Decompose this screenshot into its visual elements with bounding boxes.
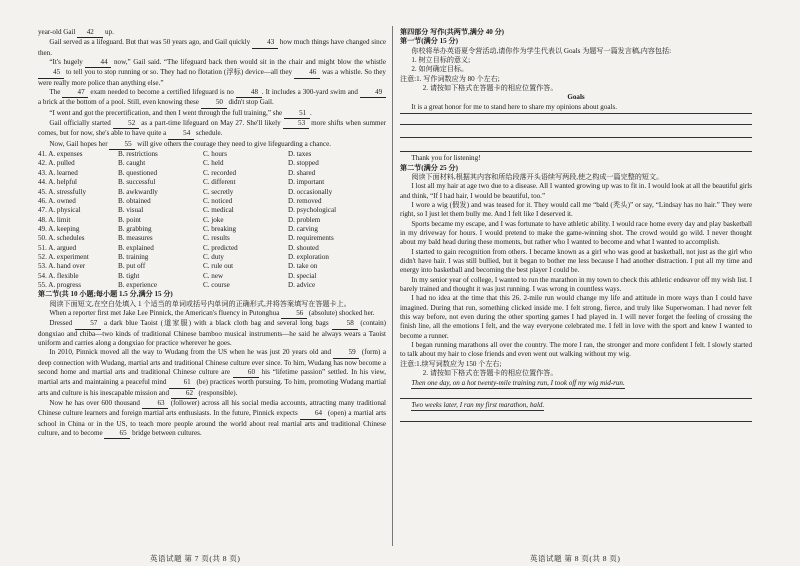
story-paragraph: In my senior year of college, I wanted to run the marathon in my town to check this athletic endeavor off my wish list. I barely trained and thought it was just running. I was wrong in countless ways. bbox=[400, 275, 752, 294]
grammar-paragraph-4: Now he has over 600 thousand 63 (follower) across all his social media accounts, attracting many traditional Chinese culture learners and foreign martial arts enthusiasts. In the future, Pinnick expects 64 (open) a martial arts school in China or in the US, to teach more people around the world about real martial arts and traditional Chinese culture, and to become 65 bridge between cultures. bbox=[38, 399, 386, 439]
continuation-paragraph-2-start: Two weeks later, I ran my first marathon, bald. bbox=[411, 401, 545, 410]
option-cell: D. take on bbox=[288, 262, 318, 271]
continuation-paragraph-1-start: Then one day, on a hot twenty-mile training run, I took off my wig mid-run. bbox=[411, 378, 625, 387]
blank-51: 51 bbox=[284, 109, 310, 119]
option-cell: C. held bbox=[203, 159, 224, 168]
cloze-paragraph-1: year-old Gail 42 up. bbox=[38, 28, 386, 38]
option-cell: C. new bbox=[203, 271, 224, 280]
writing-point-1: 1. 树立目标的意义; bbox=[411, 56, 471, 65]
option-cell: C. results bbox=[203, 234, 230, 243]
option-cell: 50. A. schedules bbox=[38, 234, 85, 243]
option-cell: C. secretly bbox=[203, 187, 234, 196]
option-cell: B. experience bbox=[118, 280, 157, 289]
option-cell: D. stopped bbox=[288, 159, 319, 168]
option-cell: C. recorded bbox=[203, 168, 237, 177]
option-cell: B. successful bbox=[118, 178, 156, 187]
option-cell: D. special bbox=[288, 271, 317, 280]
writing-section-2-instructions: 阅读下面材料,根据其内容和所给段落开头语续写两段,使之构成一篇完整的短文。 bbox=[411, 172, 664, 181]
option-cell: D. shouted bbox=[288, 243, 319, 252]
option-cell: 44. A. helpful bbox=[38, 178, 78, 187]
writing-line bbox=[400, 141, 752, 152]
blank-42: 42 bbox=[77, 28, 103, 38]
cloze-paragraph-2: Gail served as a lifeguard. But that was 50 years ago, and Gail quickly 43 how much things have changed since then. bbox=[38, 38, 386, 57]
option-cell: B. put off bbox=[118, 262, 146, 271]
cloze-paragraph-3: “It's hugely 44 now,” Gail said. “The lifeguard back then would sit in the chair and might blow the whistle 45 to tell you to stop running or so. They had no flotation (浮标) device—all they 46 was a whistle. So they were really more police than anything else.” bbox=[38, 58, 386, 87]
goals-closing-line: Thank you for listening! bbox=[411, 154, 481, 163]
writing-point-2: 2. 如何确定目标。 bbox=[411, 65, 469, 74]
option-cell: 42. A. pulled bbox=[38, 159, 75, 168]
blank-56: 56 bbox=[281, 309, 307, 319]
option-cell: B. grabbing bbox=[118, 224, 152, 233]
blank-50: 50 bbox=[201, 98, 227, 108]
blank-54: 54 bbox=[168, 129, 194, 139]
continuation-note-1: 注意:1.续写词数应为 150 个左右; bbox=[400, 359, 502, 368]
option-cell: D. problem bbox=[288, 215, 321, 224]
option-cell: D. carving bbox=[288, 224, 318, 233]
option-cell: B. tight bbox=[118, 271, 140, 280]
option-cell: 48. A. limit bbox=[38, 215, 71, 224]
blank-60: 60 bbox=[233, 368, 259, 378]
blank-47: 47 bbox=[62, 88, 88, 98]
cloze-paragraph-7: Now, Gail hopes her 55 will give others the courage they need to give lifeguarding a chance. bbox=[38, 140, 386, 150]
writing-line bbox=[400, 127, 752, 138]
left-page bbox=[38, 28, 386, 548]
section-2-title: 第二节(共 10 小题;每小题 1.5 分,满分 15 分) bbox=[38, 290, 173, 299]
blank-45: 45 bbox=[38, 68, 64, 78]
blank-46: 46 bbox=[294, 68, 320, 78]
grammar-paragraph-1: When a reporter first met Jake Lee Pinnick, the American's fluency in Putonghua 56 (absolute) shocked her. bbox=[38, 309, 386, 319]
story-paragraph: I had no idea at the time that this 26. 2-mile run would change my life and attitude in more ways than I could have imagined. During that run, something clicked inside me. I felt strong, fierce, and truly like Superwoman. I had never felt this way before, not even during the other sporting games I had played in. I will never forget the feeling of crossing the finish line, all the emotions I felt, and the way everyone celebrated me. I fell in love with the sport and knew I wanted to become a runner. bbox=[400, 294, 752, 340]
blank-64: 64 bbox=[300, 409, 326, 419]
story-paragraph: I started to gain recognition from others. I became known as a girl who was good at basketball, not just as the girl who didn't have hair. I was still bullied, but it began to bother me less because I had another distraction. I put all my time and energy into basketball and becoming the best player I could be. bbox=[400, 247, 752, 275]
blank-59: 59 bbox=[333, 348, 359, 358]
writing-line bbox=[400, 411, 752, 422]
right-page-footer: 英语试题 第 8 页(共 8 页) bbox=[530, 554, 621, 563]
option-cell: 45. A. stressfully bbox=[38, 187, 87, 196]
option-cell: D. shared bbox=[288, 168, 316, 177]
blank-62: 62 bbox=[171, 389, 197, 399]
grammar-paragraph-2: Dressed 57 a dark blue Taoist (道家服) with a black cloth bag and several long bags 58 (contain) dongxiao and chiba—two kinds of traditional Chinese bamboo musical instruments—he said he always wears a Taoist uniform and carries along a dongxiao for practice wherever he goes. bbox=[38, 319, 386, 347]
option-cell: C. noticed bbox=[203, 196, 233, 205]
option-cell: 51. A. argued bbox=[38, 243, 77, 252]
cloze-paragraph-6: Gail officially started 52 as a part-time lifeguard on May 27. She'll likely 53 more shifts when summer comes, but for now, she's able to have quite a 54 schedule. bbox=[38, 119, 386, 140]
writing-line bbox=[400, 114, 752, 125]
option-cell: B. awkwardly bbox=[118, 187, 158, 196]
option-cell: D. removed bbox=[288, 196, 322, 205]
option-cell: C. duty bbox=[203, 252, 224, 261]
option-cell: B. visual bbox=[118, 206, 144, 215]
option-cell: C. breaking bbox=[203, 224, 237, 233]
blank-63: 63 bbox=[142, 399, 168, 409]
writing-line bbox=[400, 388, 752, 399]
option-cell: D. psychological bbox=[288, 206, 337, 215]
option-cell: B. point bbox=[118, 215, 141, 224]
section-2-instructions: 阅读下面短文,在空白处填入 1 个适当的单词或括号内单词的正确形式,并将答案填写在答题卡上。 bbox=[49, 299, 351, 308]
option-cell: 52. A. experiment bbox=[38, 252, 89, 261]
blank-49: 49 bbox=[360, 88, 386, 98]
writing-note-2: 2. 请按如下格式在答题卡的相应位置作答。 bbox=[422, 84, 558, 93]
option-cell: C. predicted bbox=[203, 243, 238, 252]
writing-note-1: 注意:1. 写作词数应为 80 个左右; bbox=[400, 74, 500, 83]
continuation-note-2: 2. 请按如下格式在答题卡的相应位置作答。 bbox=[422, 369, 558, 378]
blank-53: 53 bbox=[283, 119, 309, 129]
grammar-paragraph-3: In 2010, Pinnick moved all the way to Wudang from the US when he was just 20 years old and 59 (form) a deep connection with Wudang, martial arts and traditional Chinese culture ever since. To him, Wudang has now become a second home and martial arts and traditional Chinese culture are 60 his “lifetime passion” settled. In his view, martial arts and maintaining a peaceful mind 61 (be) practices worth pursuing. To him, promoting Wudang martial arts and culture is his inescapable mission and 62 (responsible). bbox=[38, 348, 386, 399]
goals-title: Goals bbox=[567, 93, 585, 102]
blank-61: 61 bbox=[169, 378, 195, 388]
option-cell: 55. A. progress bbox=[38, 280, 81, 289]
blank-58: 58 bbox=[332, 319, 358, 329]
goals-opening-line: It is a great honor for me to stand here to share my opinions about goals. bbox=[400, 103, 752, 114]
right-page bbox=[400, 28, 752, 548]
cloze-paragraph-5: “I went and got the precertification, and then I went through the full training,” she 51 . bbox=[38, 109, 386, 119]
part-4-title: 第四部分 写作(共两节,满分 40 分) bbox=[400, 28, 505, 36]
option-cell: B. measures bbox=[118, 234, 153, 243]
writing-task: 你校将举办英语夏令营活动,请你作为学生代表以 Goals 为题写一篇发言稿,内容包括: bbox=[411, 46, 672, 55]
writing-section-2-title: 第二节(满分 25 分) bbox=[400, 163, 458, 172]
option-cell: C. course bbox=[203, 280, 230, 289]
cloze-paragraph-4: The 47 exam needed to become a certified lifeguard is no 48 . It includes a 300-yard swim and 49 a brick at the bottom of a pool. Still, even knowing these 50 didn't stop Gail. bbox=[38, 88, 386, 109]
option-cell: D. taxes bbox=[288, 150, 312, 159]
cloze-options-table bbox=[38, 150, 386, 290]
option-cell: C. medical bbox=[203, 206, 234, 215]
option-cell: 54. A. flexible bbox=[38, 271, 79, 280]
story-paragraph: I wore a wig (假发) and was teased for it. They would call me “bald (秃头)” or say, “Lindsay has no hair.” They were right, so I just let them bully me. And I felt like I deserved it. bbox=[400, 200, 752, 219]
blank-43: 43 bbox=[252, 38, 278, 48]
option-cell: C. hours bbox=[203, 150, 228, 159]
option-cell: D. advice bbox=[288, 280, 316, 289]
left-page-footer: 英语试题 第 7 页(共 8 页) bbox=[150, 554, 241, 563]
option-cell: B. caught bbox=[118, 159, 146, 168]
option-cell: 47. A. physical bbox=[38, 206, 81, 215]
story-paragraph: I lost all my hair at age two due to a disease. All I wanted growing up was to fit in. I would look at all the beautiful girls and think, “If I had hair, I would be beautiful, too.” bbox=[400, 182, 752, 200]
blank-48: 48 bbox=[236, 88, 262, 98]
story-paragraph: Sports became my escape, and I was fortunate to have athletic ability. I would race home every day and play basketball in my driveway for hours. I would pretend to make the game-winning shot. The crowd would go wild. I never thought about my bald head during these moments, but rather who I wanted to become and what I wanted to accomplish. bbox=[400, 219, 752, 247]
option-cell: 46. A. owned bbox=[38, 196, 76, 205]
option-cell: 53. A. hand over bbox=[38, 262, 86, 271]
story-paragraph: I began running marathons all over the country. The more I ran, the stronger and more confident I felt. I slowly started to talk about my hair to close friends and even went out walking without my wig. bbox=[400, 341, 752, 359]
blank-52: 52 bbox=[113, 119, 139, 129]
writing-section-1-title: 第一节(满分 15 分) bbox=[400, 37, 458, 46]
blank-44: 44 bbox=[85, 58, 111, 68]
option-cell: D. requirements bbox=[288, 234, 334, 243]
option-cell: D. occasionally bbox=[288, 187, 333, 196]
option-cell: C. rule out bbox=[203, 262, 234, 271]
option-cell: 49. A. keeping bbox=[38, 224, 80, 233]
page-divider bbox=[392, 26, 393, 546]
option-cell: B. explained bbox=[118, 243, 154, 252]
option-cell: D. important bbox=[288, 178, 325, 187]
option-cell: 43. A. learned bbox=[38, 168, 78, 177]
option-cell: B. training bbox=[118, 252, 149, 261]
option-cell: C. different bbox=[203, 178, 236, 187]
goals-writing-lines bbox=[400, 114, 752, 152]
option-cell: B. obtained bbox=[118, 196, 151, 205]
option-cell: C. joke bbox=[203, 215, 224, 224]
option-cell: 41. A. expenses bbox=[38, 150, 83, 159]
option-cell: B. questioned bbox=[118, 168, 158, 177]
blank-55: 55 bbox=[109, 140, 135, 150]
blank-57: 57 bbox=[75, 319, 101, 329]
option-cell: D. exploration bbox=[288, 252, 329, 261]
option-cell: B. restrictions bbox=[118, 150, 158, 159]
blank-65: 65 bbox=[104, 429, 130, 439]
